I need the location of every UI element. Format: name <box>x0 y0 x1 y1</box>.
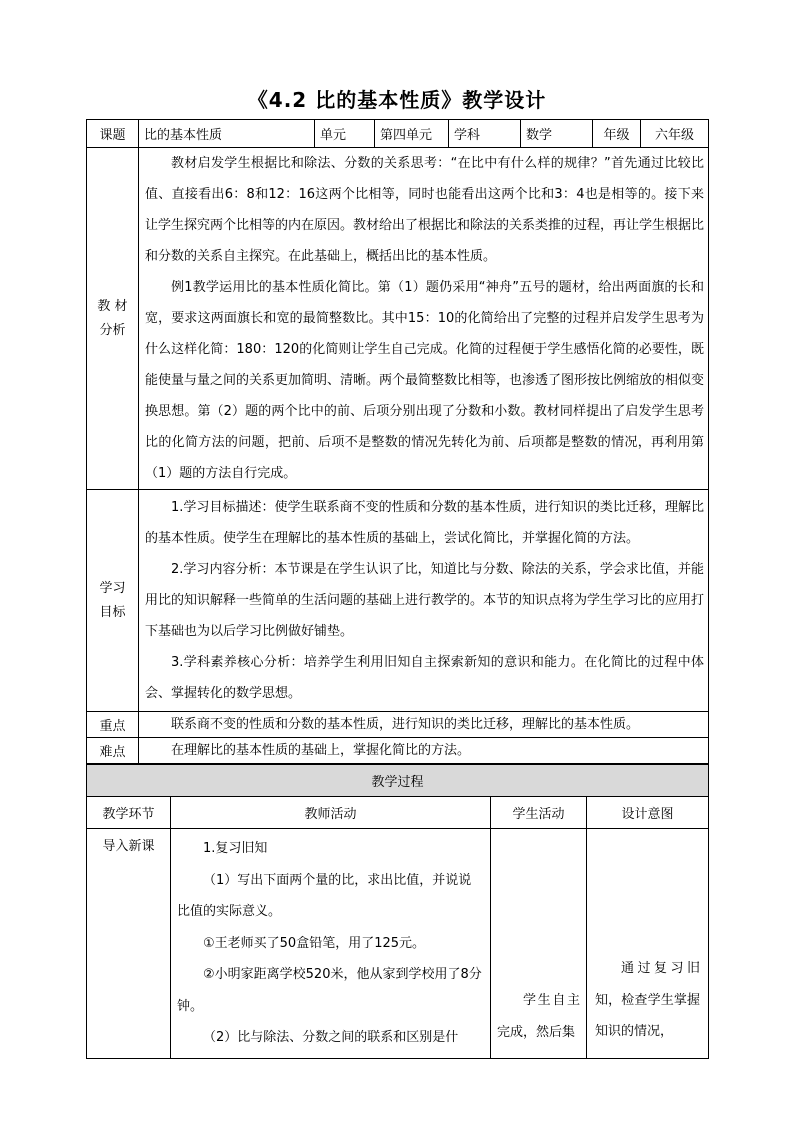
teacher-line-3: ①王老师买了50盒铅笔，用了125元。 <box>203 935 426 951</box>
key-point-text: 联系商不变的性质和分数的基本性质，进行知识的类比迁移，理解比的基本性质。 <box>139 712 709 738</box>
difficulty-text: 在理解比的基本性质的基础上，掌握化简比的方法。 <box>139 738 709 764</box>
teacher-line-1: 1.复习旧知 <box>203 841 268 856</box>
stage-cell: 导入新课 <box>87 829 171 1059</box>
subject-label: 学科 <box>449 120 521 148</box>
teacher-activity-cell <box>171 829 491 1059</box>
unit-value: 第四单元 <box>375 120 449 148</box>
analysis-label: 教 材 分析 <box>87 148 139 490</box>
topic-value: 比的基本性质 <box>139 120 315 148</box>
analysis-paragraph-2: 例1教学运用比的基本性质化简比。第（1）题仍采用“神舟”五号的题材，给出两面旗的长和宽，要求这两面旗长和宽的最简整数比。其中15：10的化简给出了完整的过程并启发学生思考为什么这样化简：180：120的化简则让学生自己完成。化简的过程便于学生感悟化简的必要性，既能使量与量之间的关系更加简明、清晰。两个最简整数比相等，也渗透了图形按比例缩放的相似变换思想。第（2）题的两个比中的前、后项分别出现了分数和小数。教材同样提出了启发学生思考比的化简方法的问题，把前、后项不是整数的情况先转化为前、后项都是整数的情况，再利用第（1）题的方法自行完成。 <box>145 280 705 481</box>
objective-1: 1.学习目标描述：使学生联系商不变的性质和分数的基本性质，进行知识的类比迁移，理解比的基本性质。使学生在理解比的基本性质的基础上，尝试化简比，并掌握化简的方法。 <box>145 500 704 546</box>
process-heading: 教学过程 <box>87 765 709 797</box>
topic-label: 课题 <box>87 120 139 148</box>
grade-value: 六年级 <box>641 120 709 148</box>
column-teacher: 教师活动 <box>171 797 491 829</box>
key-point-label: 重点 <box>87 712 139 738</box>
objectives-content <box>139 490 709 712</box>
unit-label: 单元 <box>315 120 375 148</box>
design-intent-cell <box>587 829 709 1059</box>
grade-label: 年级 <box>593 120 641 148</box>
column-stage: 教学环节 <box>87 797 171 829</box>
analysis-content <box>139 148 709 490</box>
subject-value: 数学 <box>521 120 593 148</box>
column-student: 学生活动 <box>491 797 587 829</box>
teacher-line-4: ②小明家距离学校520米，他从家到学校用了8分钟。 <box>177 967 482 1014</box>
teacher-line-2: （1）写出下面两个量的比，求出比值，并说说比值的实际意义。 <box>177 872 472 919</box>
lesson-info-table <box>86 119 709 764</box>
analysis-paragraph-1: 教材启发学生根据比和除法、分数的关系思考：“在比中有什么样的规律？”首先通过比较比值、直接看出6：8和12：16这两个比相等，同时也能看出这两个比和3：4也是相等的。接下来让学生探究两个比相等的内在原因。教材给出了根据比和除法的关系类推的过程，再让学生根据比和分数的关系自主探究。在此基础上，概括出比的基本性质。 <box>145 156 705 264</box>
teacher-line-5: （2）比与除法、分数之间的联系和区别是什 <box>203 1030 459 1045</box>
column-intent: 设计意图 <box>587 797 709 829</box>
document-title: 《4.2 比的基本性质》教学设计 <box>247 88 547 112</box>
objective-3: 3.学科素养核心分析：培养学生利用旧知自主探索新知的意识和能力。在化简比的过程中体会、掌握转化的数学思想。 <box>145 655 704 701</box>
design-intent-text: 通过复习旧知，检查学生掌握知识的情况， <box>595 961 701 1039</box>
student-activity-cell <box>491 829 587 1059</box>
teaching-process-table <box>86 764 709 1059</box>
objective-2: 2.学习内容分析：本节课是在学生认识了比，知道比与分数、除法的关系，学会求比值，并能用比的知识解释一些简单的生活问题的基础上进行教学的。本节的知识点将为学生学习比的应用打下基础也为以后学习比例做好铺垫。 <box>145 562 705 639</box>
objectives-label: 学习 目标 <box>87 490 139 712</box>
difficulty-label: 难点 <box>87 738 139 764</box>
student-activity-text: 学生自主完成，然后集 <box>497 993 580 1040</box>
